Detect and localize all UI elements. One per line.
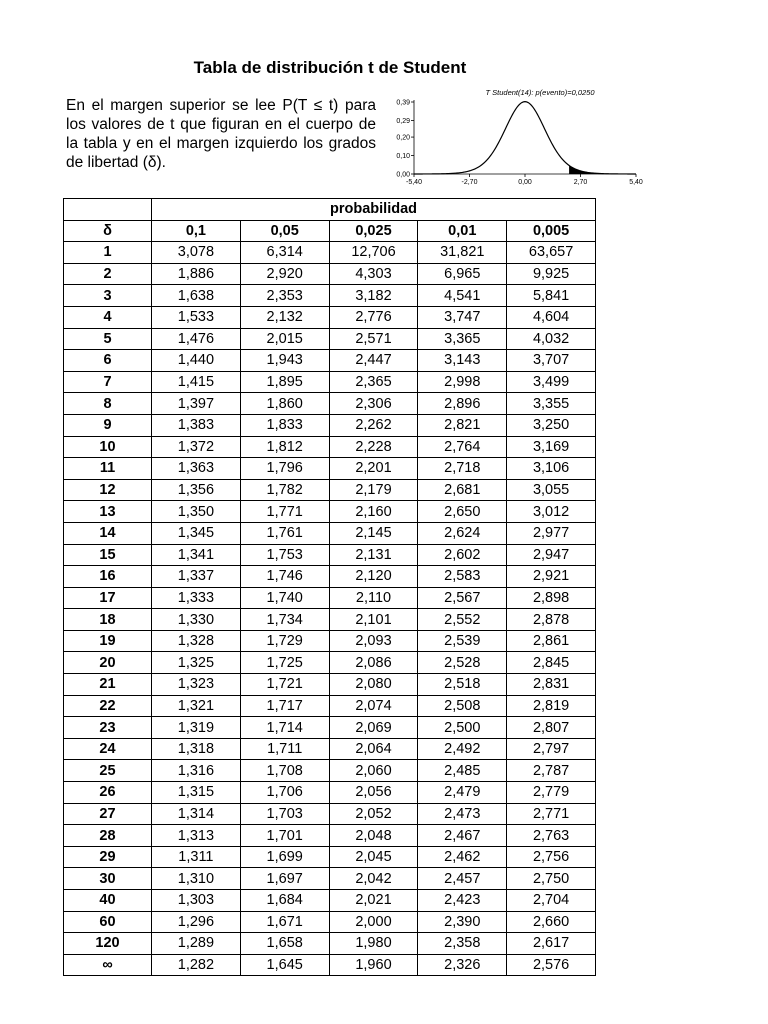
critical-value-cell: 2,947: [507, 544, 596, 566]
critical-value-cell: 2,518: [418, 674, 507, 696]
critical-value-cell: 2,998: [418, 371, 507, 393]
critical-value-cell: 2,921: [507, 566, 596, 588]
critical-value-cell: 1,714: [240, 717, 329, 739]
table-row: [64, 328, 596, 350]
degrees-of-freedom-cell: 25: [64, 760, 152, 782]
critical-value-cell: 1,383: [152, 414, 241, 436]
critical-value-cell: 6,314: [240, 242, 329, 264]
degrees-of-freedom-cell: 2: [64, 263, 152, 285]
critical-value-cell: 2,779: [507, 782, 596, 804]
critical-value-cell: 31,821: [418, 242, 507, 264]
critical-value-cell: 2,492: [418, 738, 507, 760]
critical-value-cell: 2,807: [507, 717, 596, 739]
degrees-of-freedom-cell: 12: [64, 479, 152, 501]
critical-value-cell: 2,898: [507, 587, 596, 609]
critical-value-cell: 2,660: [507, 911, 596, 933]
critical-value-cell: 2,787: [507, 760, 596, 782]
critical-value-cell: 2,045: [329, 846, 418, 868]
degrees-of-freedom-cell: 22: [64, 695, 152, 717]
y-tick-label: 0,00: [396, 171, 410, 179]
critical-value-cell: 2,819: [507, 695, 596, 717]
table-row: [64, 501, 596, 523]
page-title: Tabla de distribución t de Student: [193, 58, 467, 77]
chart-title: T Student(14): p(evento)=0,0250: [485, 88, 595, 97]
critical-value-cell: 4,303: [329, 263, 418, 285]
probability-column-header: 0,025: [329, 220, 418, 242]
critical-value-cell: 3,182: [329, 285, 418, 307]
x-tick-label: -2,70: [461, 179, 478, 186]
degrees-of-freedom-cell: 13: [64, 501, 152, 523]
critical-value-cell: 1,397: [152, 393, 241, 415]
critical-value-cell: 12,706: [329, 242, 418, 264]
critical-value-cell: 1,734: [240, 609, 329, 631]
critical-value-cell: 1,318: [152, 738, 241, 760]
table-row: [64, 674, 596, 696]
critical-value-cell: 2,617: [507, 933, 596, 955]
critical-value-cell: 2,473: [418, 803, 507, 825]
critical-value-cell: 2,920: [240, 263, 329, 285]
critical-value-cell: 1,319: [152, 717, 241, 739]
critical-value-cell: 6,965: [418, 263, 507, 285]
x-tick-label: 0,00: [518, 179, 532, 186]
critical-value-cell: 2,845: [507, 652, 596, 674]
critical-value-cell: 2,365: [329, 371, 418, 393]
critical-value-cell: 2,528: [418, 652, 507, 674]
critical-value-cell: 2,704: [507, 890, 596, 912]
table-row: [64, 695, 596, 717]
critical-value-cell: 2,064: [329, 738, 418, 760]
critical-value-cell: 4,032: [507, 328, 596, 350]
degrees-of-freedom-cell: 11: [64, 458, 152, 480]
critical-value-cell: 3,143: [418, 350, 507, 372]
degrees-of-freedom-cell: 27: [64, 803, 152, 825]
table-row: [64, 846, 596, 868]
critical-value-cell: 2,086: [329, 652, 418, 674]
critical-value-cell: 1,310: [152, 868, 241, 890]
critical-value-cell: 2,977: [507, 522, 596, 544]
critical-value-cell: 2,896: [418, 393, 507, 415]
table-row: [64, 544, 596, 566]
critical-value-cell: 1,796: [240, 458, 329, 480]
critical-value-cell: 2,201: [329, 458, 418, 480]
critical-value-cell: 1,746: [240, 566, 329, 588]
critical-value-cell: 1,333: [152, 587, 241, 609]
critical-value-cell: 2,479: [418, 782, 507, 804]
critical-value-cell: 2,145: [329, 522, 418, 544]
table-row: [64, 868, 596, 890]
critical-value-cell: 2,821: [418, 414, 507, 436]
table-row: [64, 738, 596, 760]
degrees-of-freedom-cell: 3: [64, 285, 152, 307]
degrees-of-freedom-cell: 26: [64, 782, 152, 804]
critical-value-cell: 2,508: [418, 695, 507, 717]
x-tick-label: 5,40: [629, 179, 643, 186]
degrees-of-freedom-cell: 17: [64, 587, 152, 609]
critical-value-cell: 5,841: [507, 285, 596, 307]
degrees-of-freedom-cell: 15: [64, 544, 152, 566]
critical-value-cell: 1,943: [240, 350, 329, 372]
degrees-of-freedom-cell: 20: [64, 652, 152, 674]
critical-value-cell: 2,160: [329, 501, 418, 523]
critical-value-cell: 2,602: [418, 544, 507, 566]
y-tick-label: 0,20: [396, 134, 410, 142]
critical-value-cell: 1,296: [152, 911, 241, 933]
table-row: [64, 825, 596, 847]
shaded-tail-area: [569, 165, 636, 174]
critical-value-cell: 1,440: [152, 350, 241, 372]
critical-value-cell: 1,833: [240, 414, 329, 436]
table-row: [64, 242, 596, 264]
critical-value-cell: 1,363: [152, 458, 241, 480]
y-tick-label: 0,39: [396, 99, 410, 107]
critical-value-cell: 1,708: [240, 760, 329, 782]
critical-value-cell: 2,056: [329, 782, 418, 804]
critical-value-cell: 1,706: [240, 782, 329, 804]
degrees-of-freedom-cell: ∞: [64, 954, 152, 976]
degrees-of-freedom-cell: 10: [64, 436, 152, 458]
degrees-of-freedom-cell: 30: [64, 868, 152, 890]
critical-value-cell: 2,358: [418, 933, 507, 955]
critical-value-cell: 2,228: [329, 436, 418, 458]
critical-value-cell: 2,756: [507, 846, 596, 868]
critical-value-cell: 2,681: [418, 479, 507, 501]
critical-value-cell: 2,110: [329, 587, 418, 609]
critical-value-cell: 2,132: [240, 306, 329, 328]
critical-value-cell: 2,539: [418, 630, 507, 652]
table-row: [64, 371, 596, 393]
degrees-of-freedom-cell: 18: [64, 609, 152, 631]
critical-value-cell: 1,684: [240, 890, 329, 912]
critical-value-cell: 1,316: [152, 760, 241, 782]
probability-column-header: 0,05: [240, 220, 329, 242]
critical-value-cell: 1,337: [152, 566, 241, 588]
critical-value-cell: 2,750: [507, 868, 596, 890]
critical-value-cell: 2,861: [507, 630, 596, 652]
table-row: [64, 587, 596, 609]
table-row: [64, 350, 596, 372]
critical-value-cell: 1,721: [240, 674, 329, 696]
probability-column-header: 0,01: [418, 220, 507, 242]
critical-value-cell: 2,718: [418, 458, 507, 480]
table-row: [64, 803, 596, 825]
critical-value-cell: 1,860: [240, 393, 329, 415]
critical-value-cell: 1,311: [152, 846, 241, 868]
critical-value-cell: 2,048: [329, 825, 418, 847]
probability-column-header: 0,1: [152, 220, 241, 242]
critical-value-cell: 1,323: [152, 674, 241, 696]
critical-value-cell: 2,120: [329, 566, 418, 588]
table-row: [64, 652, 596, 674]
critical-value-cell: 1,697: [240, 868, 329, 890]
degrees-of-freedom-cell: 120: [64, 933, 152, 955]
critical-value-cell: 3,106: [507, 458, 596, 480]
table-row: [64, 566, 596, 588]
critical-value-cell: 2,262: [329, 414, 418, 436]
critical-value-cell: 3,499: [507, 371, 596, 393]
critical-value-cell: 2,650: [418, 501, 507, 523]
degrees-of-freedom-header: δ: [64, 220, 152, 242]
critical-value-cell: 2,878: [507, 609, 596, 631]
critical-value-cell: 1,533: [152, 306, 241, 328]
critical-value-cell: 3,355: [507, 393, 596, 415]
critical-value-cell: 2,080: [329, 674, 418, 696]
critical-value-cell: 3,747: [418, 306, 507, 328]
critical-value-cell: 2,423: [418, 890, 507, 912]
critical-value-cell: 1,345: [152, 522, 241, 544]
critical-value-cell: 1,314: [152, 803, 241, 825]
degrees-of-freedom-cell: 8: [64, 393, 152, 415]
critical-value-cell: 2,353: [240, 285, 329, 307]
chart-root: [396, 88, 643, 186]
critical-value-cell: 2,797: [507, 738, 596, 760]
critical-value-cell: 2,457: [418, 868, 507, 890]
table-row: [64, 782, 596, 804]
critical-value-cell: 2,069: [329, 717, 418, 739]
critical-value-cell: 1,771: [240, 501, 329, 523]
critical-value-cell: 2,552: [418, 609, 507, 631]
table-row: [64, 436, 596, 458]
table-row: [64, 285, 596, 307]
table-row: [64, 954, 596, 976]
critical-value-cell: 2,567: [418, 587, 507, 609]
critical-value-cell: 2,021: [329, 890, 418, 912]
critical-value-cell: 1,761: [240, 522, 329, 544]
probability-column-header: 0,005: [507, 220, 596, 242]
critical-value-cell: 1,701: [240, 825, 329, 847]
critical-value-cell: 2,093: [329, 630, 418, 652]
table-row: [64, 414, 596, 436]
critical-value-cell: 2,571: [329, 328, 418, 350]
critical-value-cell: 1,289: [152, 933, 241, 955]
critical-value-cell: 2,015: [240, 328, 329, 350]
critical-value-cell: 1,638: [152, 285, 241, 307]
group-header-row: [64, 199, 596, 221]
critical-value-cell: 2,042: [329, 868, 418, 890]
table-row: [64, 393, 596, 415]
critical-value-cell: 1,717: [240, 695, 329, 717]
table-body: [64, 242, 596, 976]
critical-value-cell: 1,476: [152, 328, 241, 350]
t-distribution-table: [63, 198, 596, 976]
critical-value-cell: 2,462: [418, 846, 507, 868]
critical-value-cell: 2,131: [329, 544, 418, 566]
y-tick-label: 0,10: [396, 153, 410, 161]
critical-value-cell: 1,350: [152, 501, 241, 523]
table-row: [64, 458, 596, 480]
critical-value-cell: 1,703: [240, 803, 329, 825]
degrees-of-freedom-cell: 6: [64, 350, 152, 372]
critical-value-cell: 2,764: [418, 436, 507, 458]
critical-value-cell: 1,282: [152, 954, 241, 976]
critical-value-cell: 2,831: [507, 674, 596, 696]
critical-value-cell: 2,576: [507, 954, 596, 976]
critical-value-cell: 2,771: [507, 803, 596, 825]
density-curve: [414, 102, 636, 174]
critical-value-cell: 2,467: [418, 825, 507, 847]
degrees-of-freedom-cell: 7: [64, 371, 152, 393]
critical-value-cell: 2,000: [329, 911, 418, 933]
critical-value-cell: 9,925: [507, 263, 596, 285]
x-tick-label: -5,40: [406, 179, 422, 186]
degrees-of-freedom-cell: 28: [64, 825, 152, 847]
critical-value-cell: 1,725: [240, 652, 329, 674]
critical-value-cell: 1,812: [240, 436, 329, 458]
critical-value-cell: 1,356: [152, 479, 241, 501]
critical-value-cell: 3,078: [152, 242, 241, 264]
column-header-row: [64, 220, 596, 242]
critical-value-cell: 2,101: [329, 609, 418, 631]
critical-value-cell: 1,372: [152, 436, 241, 458]
critical-value-cell: 4,541: [418, 285, 507, 307]
x-tick-label: 2,70: [573, 179, 588, 186]
degrees-of-freedom-cell: 1: [64, 242, 152, 264]
critical-value-cell: 1,415: [152, 371, 241, 393]
critical-value-cell: 1,315: [152, 782, 241, 804]
critical-value-cell: 4,604: [507, 306, 596, 328]
critical-value-cell: 2,052: [329, 803, 418, 825]
table-row: [64, 933, 596, 955]
critical-value-cell: 3,707: [507, 350, 596, 372]
critical-value-cell: 1,729: [240, 630, 329, 652]
critical-value-cell: 2,583: [418, 566, 507, 588]
table-row: [64, 263, 596, 285]
critical-value-cell: 1,895: [240, 371, 329, 393]
degrees-of-freedom-cell: 19: [64, 630, 152, 652]
table-head: [64, 199, 596, 242]
critical-value-cell: 1,782: [240, 479, 329, 501]
group-header-spacer: [64, 199, 152, 221]
critical-value-cell: 2,485: [418, 760, 507, 782]
table-row: [64, 630, 596, 652]
degrees-of-freedom-cell: 9: [64, 414, 152, 436]
critical-value-cell: 1,740: [240, 587, 329, 609]
degrees-of-freedom-cell: 5: [64, 328, 152, 350]
table-row: [64, 760, 596, 782]
critical-value-cell: 1,980: [329, 933, 418, 955]
critical-value-cell: 1,658: [240, 933, 329, 955]
critical-value-cell: 1,886: [152, 263, 241, 285]
critical-value-cell: 1,341: [152, 544, 241, 566]
critical-value-cell: 2,763: [507, 825, 596, 847]
critical-value-cell: 2,776: [329, 306, 418, 328]
critical-value-cell: 2,624: [418, 522, 507, 544]
degrees-of-freedom-cell: 4: [64, 306, 152, 328]
table-row: [64, 609, 596, 631]
critical-value-cell: 1,699: [240, 846, 329, 868]
table-row: [64, 717, 596, 739]
table-row: [64, 479, 596, 501]
degrees-of-freedom-cell: 21: [64, 674, 152, 696]
critical-value-cell: 1,960: [329, 954, 418, 976]
critical-value-cell: 1,303: [152, 890, 241, 912]
critical-value-cell: 2,390: [418, 911, 507, 933]
critical-value-cell: 2,447: [329, 350, 418, 372]
critical-value-cell: 1,671: [240, 911, 329, 933]
critical-value-cell: 3,250: [507, 414, 596, 436]
critical-value-cell: 2,306: [329, 393, 418, 415]
critical-value-cell: 2,060: [329, 760, 418, 782]
critical-value-cell: 1,330: [152, 609, 241, 631]
degrees-of-freedom-cell: 24: [64, 738, 152, 760]
critical-value-cell: 2,179: [329, 479, 418, 501]
critical-value-cell: 1,753: [240, 544, 329, 566]
intro-paragraph: En el margen superior se lee P(T ≤ t) para los valores de t que figuran en el cuerpo de la tabla y en el margen izquierdo los grados de libertad (δ).: [66, 97, 376, 171]
critical-value-cell: 63,657: [507, 242, 596, 264]
probability-group-header: probabilidad: [152, 199, 596, 221]
critical-value-cell: 2,500: [418, 717, 507, 739]
critical-value-cell: 3,055: [507, 479, 596, 501]
degrees-of-freedom-cell: 14: [64, 522, 152, 544]
degrees-of-freedom-cell: 40: [64, 890, 152, 912]
critical-value-cell: 3,365: [418, 328, 507, 350]
critical-value-cell: 1,313: [152, 825, 241, 847]
critical-value-cell: 1,711: [240, 738, 329, 760]
critical-value-cell: 3,169: [507, 436, 596, 458]
table-row: [64, 522, 596, 544]
critical-value-cell: 1,325: [152, 652, 241, 674]
critical-value-cell: 3,012: [507, 501, 596, 523]
degrees-of-freedom-cell: 16: [64, 566, 152, 588]
degrees-of-freedom-cell: 29: [64, 846, 152, 868]
degrees-of-freedom-cell: 60: [64, 911, 152, 933]
table-row: [64, 306, 596, 328]
critical-value-cell: 2,326: [418, 954, 507, 976]
y-tick-label: 0,29: [396, 117, 410, 125]
table-row: [64, 890, 596, 912]
critical-value-cell: 1,328: [152, 630, 241, 652]
critical-value-cell: 2,074: [329, 695, 418, 717]
degrees-of-freedom-cell: 23: [64, 717, 152, 739]
t-distribution-chart: [394, 86, 656, 194]
critical-value-cell: 1,321: [152, 695, 241, 717]
table-row: [64, 911, 596, 933]
critical-value-cell: 1,645: [240, 954, 329, 976]
